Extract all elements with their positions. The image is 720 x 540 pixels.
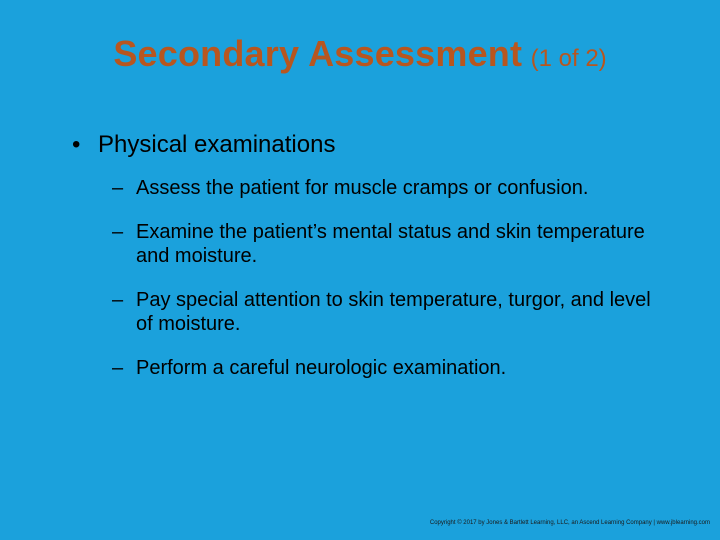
dash-marker: – bbox=[112, 177, 124, 199]
bullet-marker: • bbox=[72, 131, 81, 158]
sub-bullet-item bbox=[112, 176, 672, 200]
sub-bullet-text: Pay special attention to skin temperature, turgor, and level of moisture. bbox=[136, 289, 651, 335]
sub-bullet-item bbox=[112, 288, 672, 336]
bullet-text: Physical examinations bbox=[98, 131, 336, 158]
sub-bullet-text: Examine the patient’s mental status and skin temperature and moisture. bbox=[136, 221, 645, 267]
bullet-item bbox=[72, 131, 335, 159]
dash-marker: – bbox=[112, 357, 124, 379]
sub-bullet-item bbox=[112, 220, 672, 268]
dash-marker: – bbox=[112, 289, 124, 311]
sub-bullet-list bbox=[112, 176, 672, 400]
dash-marker: – bbox=[112, 221, 124, 243]
copyright-footer: Copyright © 2017 by Jones & Bartlett Learning, LLC, an Ascend Learning Company | www.jblearning.com bbox=[429, 520, 710, 526]
sub-bullet-item bbox=[112, 356, 672, 380]
title-page-indicator: (1 of 2) bbox=[530, 45, 607, 72]
slide-title bbox=[0, 33, 720, 75]
sub-bullet-text: Perform a careful neurologic examination. bbox=[136, 357, 507, 379]
sub-bullet-text: Assess the patient for muscle cramps or confusion. bbox=[136, 177, 589, 199]
title-main: Secondary Assessment bbox=[113, 33, 523, 74]
